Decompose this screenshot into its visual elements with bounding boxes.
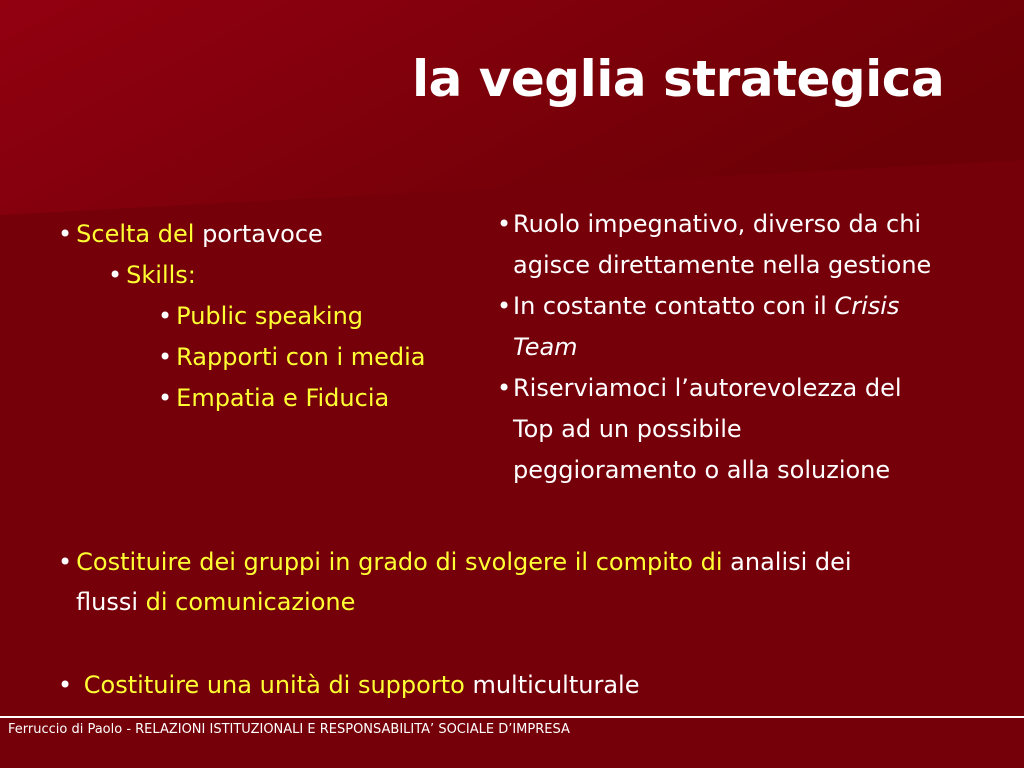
list-item: • In costante contatto con il Crisis Team xyxy=(513,286,931,368)
list-item-portavoce: • Scelta del portavoce xyxy=(58,220,323,248)
footer-divider xyxy=(0,716,1024,718)
bullet-icon: • xyxy=(158,302,173,330)
bullet-icon: • xyxy=(58,671,73,699)
list-item: • Ruolo impegnativo, diverso da chi agisce direttamente nella gestione xyxy=(513,204,931,286)
bullet-icon: • xyxy=(497,210,512,238)
bullet-icon: • xyxy=(497,374,512,402)
right-list xyxy=(497,204,932,491)
bullet-icon: • xyxy=(58,220,73,248)
list-item-supporto: • Costituire una unità di supporto multiculturale xyxy=(58,671,640,699)
bullet-icon: • xyxy=(158,384,173,412)
list-item-skill: • Public speaking xyxy=(158,302,364,330)
bullet-icon: • xyxy=(497,292,512,320)
bullet-icon: • xyxy=(58,548,73,576)
footer-text: Ferruccio di Paolo - RELAZIONI ISTITUZIONALI E RESPONSABILITA’ SOCIALE D’IMPRESA xyxy=(8,722,570,737)
list-item-skill: • Rapporti con i media xyxy=(158,343,426,371)
list-item-skill: • Empatia e Fiducia xyxy=(158,384,390,412)
slide-title: la veglia strategica xyxy=(412,50,945,108)
list-item-gruppi-cont: flussi di comunicazione xyxy=(76,588,356,616)
list-item-gruppi: • Costituire dei gruppi in grado di svolgere il compito di analisi dei xyxy=(58,548,852,576)
bullet-icon: • xyxy=(108,261,123,289)
bullet-icon: • xyxy=(158,343,173,371)
list-item: • Riserviamoci l’autorevolezza del Top ad un possibile peggioramento o alla soluzione xyxy=(513,368,931,491)
list-item-skills: • Skills: xyxy=(108,261,196,289)
